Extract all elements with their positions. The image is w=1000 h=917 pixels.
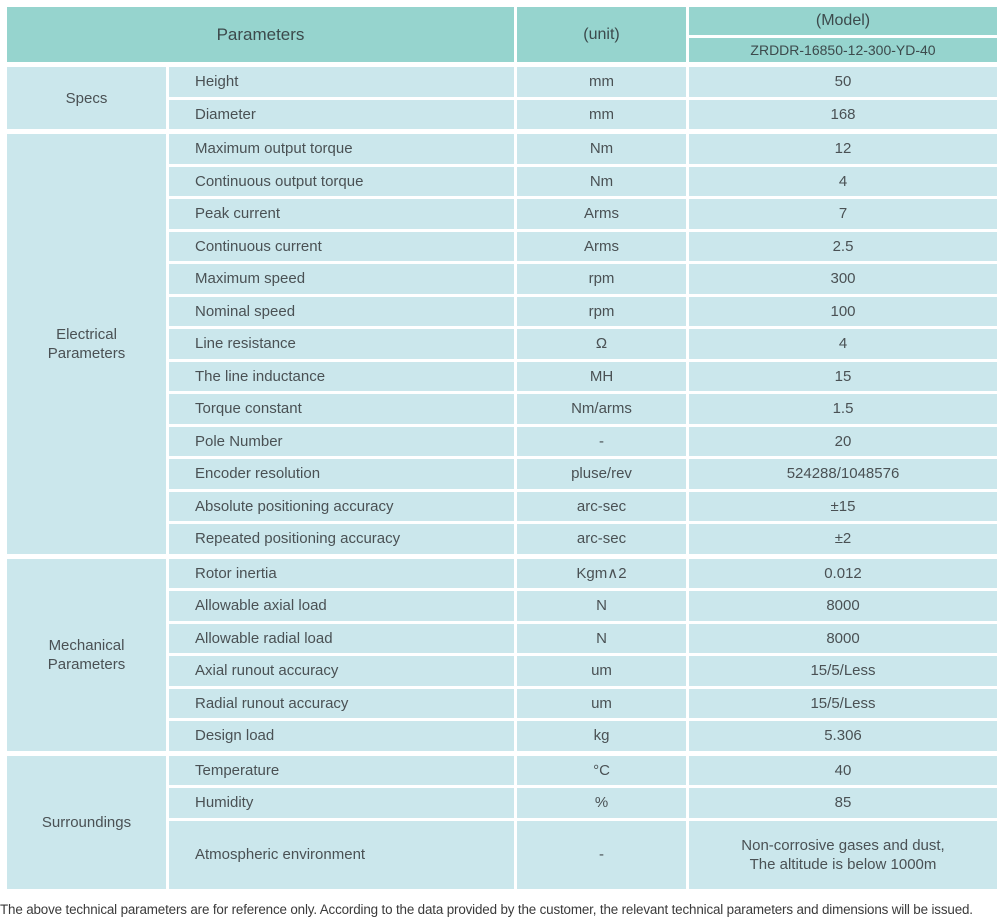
unit-cell: °C xyxy=(516,753,688,787)
value-cell: 1.5 xyxy=(688,393,999,426)
unit-cell: N xyxy=(516,590,688,623)
unit-cell: um xyxy=(516,655,688,688)
unit-cell: Arms xyxy=(516,198,688,231)
group-cell-surroundings: Surroundings xyxy=(6,753,168,890)
param-cell: Atmospheric environment xyxy=(168,819,516,890)
unit-cell: kg xyxy=(516,720,688,754)
unit-cell: rpm xyxy=(516,295,688,328)
value-cell: 15 xyxy=(688,360,999,393)
value-cell: 12 xyxy=(688,132,999,166)
value-cell: 8000 xyxy=(688,590,999,623)
unit-cell: pluse/rev xyxy=(516,458,688,491)
unit-cell: mm xyxy=(516,98,688,132)
param-cell: Humidity xyxy=(168,787,516,820)
value-line-2: The altitude is below 1000m xyxy=(749,855,937,873)
unit-cell: N xyxy=(516,622,688,655)
unit-cell: Nm xyxy=(516,132,688,166)
value-cell: 5.306 xyxy=(688,720,999,754)
param-cell: Line resistance xyxy=(168,328,516,361)
value-cell: 20 xyxy=(688,425,999,458)
param-cell: Peak current xyxy=(168,198,516,231)
table-header xyxy=(6,6,999,65)
value-cell: 85 xyxy=(688,787,999,820)
param-cell: Design load xyxy=(168,720,516,754)
unit-cell: Kgm∧2 xyxy=(516,556,688,590)
unit-cell: Nm/arms xyxy=(516,393,688,426)
group-cell-electrical-parameters: Electrical Parameters xyxy=(6,132,168,557)
unit-cell: - xyxy=(516,819,688,890)
param-cell: Pole Number xyxy=(168,425,516,458)
table-row xyxy=(6,556,999,590)
unit-cell: MH xyxy=(516,360,688,393)
value-cell: ±2 xyxy=(688,523,999,557)
value-cell: 4 xyxy=(688,165,999,198)
spec-sheet-page xyxy=(0,4,1000,917)
unit-cell: - xyxy=(516,425,688,458)
param-cell: Repeated positioning accuracy xyxy=(168,523,516,557)
header-row-1 xyxy=(6,6,999,37)
column-header-model: (Model) xyxy=(688,6,999,37)
table-row xyxy=(6,65,999,99)
table-row xyxy=(6,132,999,166)
unit-cell: Ω xyxy=(516,328,688,361)
param-cell: Maximum speed xyxy=(168,263,516,296)
value-cell: 4 xyxy=(688,328,999,361)
param-cell: Temperature xyxy=(168,753,516,787)
value-cell: 15/5/Less xyxy=(688,655,999,688)
unit-cell: um xyxy=(516,687,688,720)
value-cell: 40 xyxy=(688,753,999,787)
param-cell: Continuous output torque xyxy=(168,165,516,198)
unit-cell: Nm xyxy=(516,165,688,198)
param-cell: Maximum output torque xyxy=(168,132,516,166)
param-cell: Torque constant xyxy=(168,393,516,426)
value-cell: 0.012 xyxy=(688,556,999,590)
param-cell: Radial runout accuracy xyxy=(168,687,516,720)
model-number: ZRDDR-16850-12-300-YD-40 xyxy=(688,37,999,65)
param-cell: Rotor inertia xyxy=(168,556,516,590)
column-header-unit: (unit) xyxy=(516,6,688,65)
unit-cell: % xyxy=(516,787,688,820)
value-cell: 15/5/Less xyxy=(688,687,999,720)
param-cell: Nominal speed xyxy=(168,295,516,328)
param-cell: Absolute positioning accuracy xyxy=(168,490,516,523)
param-cell: The line inductance xyxy=(168,360,516,393)
value-cell: 7 xyxy=(688,198,999,231)
footnote: The above technical parameters are for reference only. According to the data provided by the customer, the relevant technical parameters and dimensions will be issued. xyxy=(0,901,973,917)
value-cell: 524288/1048576 xyxy=(688,458,999,491)
param-cell: Continuous current xyxy=(168,230,516,263)
value-cell: 300 xyxy=(688,263,999,296)
unit-cell: Arms xyxy=(516,230,688,263)
column-header-parameters: Parameters xyxy=(6,6,516,65)
param-cell: Allowable radial load xyxy=(168,622,516,655)
table-row xyxy=(6,753,999,787)
param-cell: Allowable axial load xyxy=(168,590,516,623)
value-line-1: Non-corrosive gases and dust, xyxy=(741,836,945,854)
value-cell: 100 xyxy=(688,295,999,328)
group-cell-mechanical-parameters: Mechanical Parameters xyxy=(6,556,168,753)
unit-cell: mm xyxy=(516,65,688,99)
unit-cell: arc-sec xyxy=(516,490,688,523)
value-cell: ±15 xyxy=(688,490,999,523)
value-cell: 50 xyxy=(688,65,999,99)
spec-table xyxy=(4,4,1000,892)
unit-cell: rpm xyxy=(516,263,688,296)
param-cell: Diameter xyxy=(168,98,516,132)
group-cell-specs: Specs xyxy=(6,65,168,132)
param-cell: Axial runout accuracy xyxy=(168,655,516,688)
param-cell: Height xyxy=(168,65,516,99)
value-cell xyxy=(688,819,999,890)
value-cell: 168 xyxy=(688,98,999,132)
unit-cell: arc-sec xyxy=(516,523,688,557)
value-cell: 2.5 xyxy=(688,230,999,263)
param-cell: Encoder resolution xyxy=(168,458,516,491)
value-cell: 8000 xyxy=(688,622,999,655)
